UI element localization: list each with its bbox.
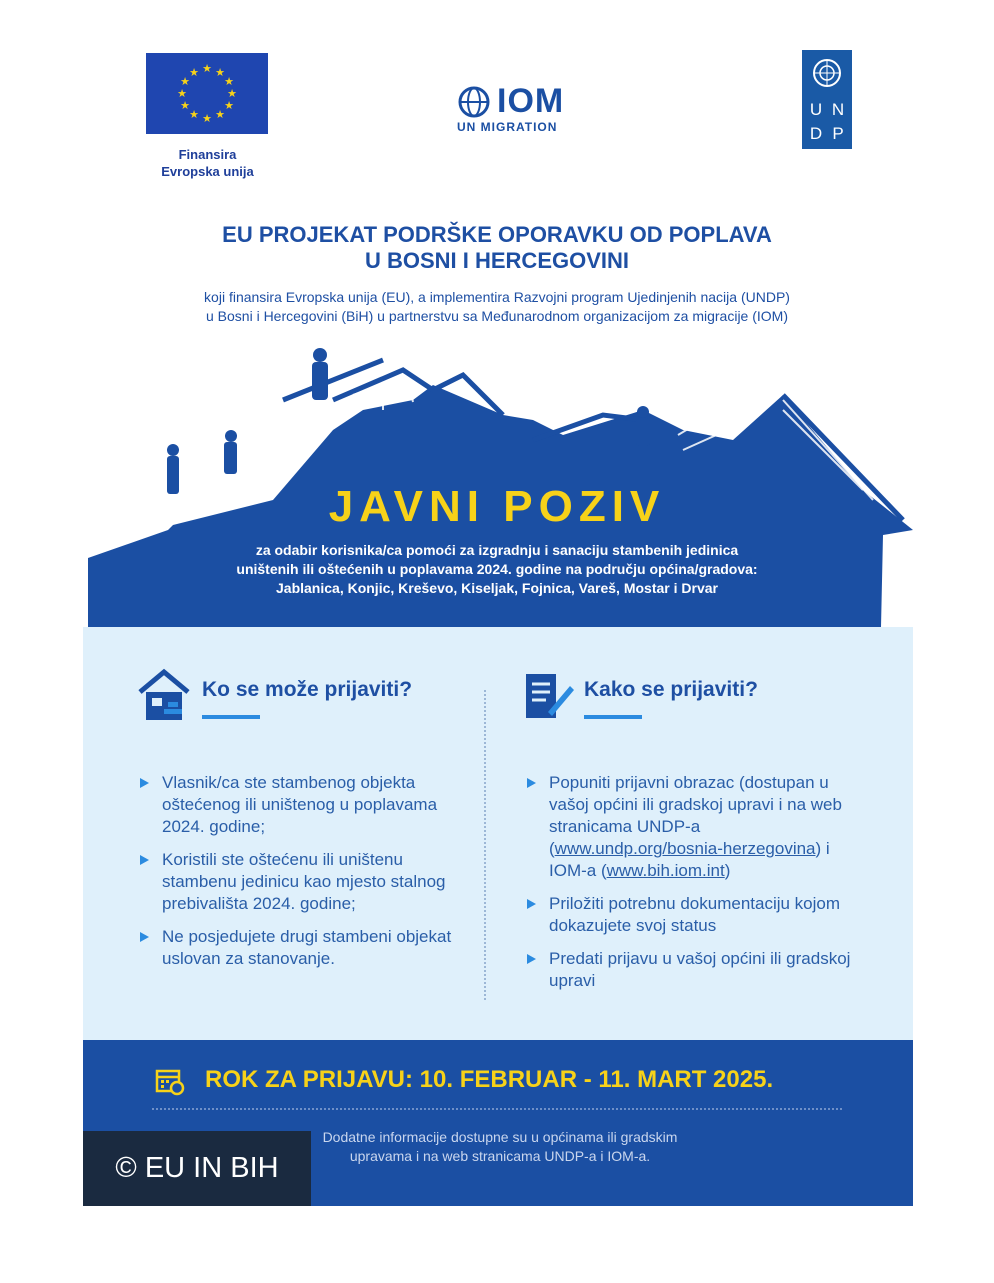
iom-logo-text: IOM bbox=[497, 82, 565, 120]
deadline-text: ROK ZA PRIJAVU: 10. FEBRUAR - 11. MART 2025. bbox=[205, 1066, 774, 1093]
eu-stars-icon bbox=[146, 53, 268, 134]
undp-logo bbox=[802, 50, 852, 149]
eu-caption-line-1: Finansira bbox=[178, 147, 237, 162]
hero-line-3: Jablanica, Konjic, Kreševo, Kiseljak, Fojnica, Vareš, Mostar i Drvar bbox=[276, 580, 718, 596]
info-line-1: Dodatne informacije dostupne su u općinama ili gradskim bbox=[322, 1129, 678, 1145]
svg-text:★: ★ bbox=[227, 87, 237, 100]
svg-text:★: ★ bbox=[202, 62, 212, 75]
un-emblem-icon bbox=[810, 56, 844, 90]
list-item: Ne posjedujete drugi stambeni objekat uslovan za stanovanje. bbox=[138, 926, 468, 970]
list-item: Vlasnik/ca ste stambenog objekta oštećenog ili uništenog u poplavama 2024. godine; bbox=[138, 772, 468, 838]
form-pen-icon bbox=[524, 668, 576, 722]
list-item bbox=[525, 772, 870, 882]
svg-text:★: ★ bbox=[189, 108, 199, 121]
page-title bbox=[150, 222, 844, 274]
info-line-2: upravama i na web stranicama UNDP-a i IOM-a. bbox=[349, 1148, 651, 1164]
iom-globe-icon bbox=[457, 86, 495, 118]
subtitle-line-2: u Bosni i Hercegovini (BiH) u partnerstvu sa Međunarodnom organizacijom za migracije (IOM) bbox=[205, 308, 788, 324]
undp-link[interactable]: www.undp.org/bosnia-herzegovina bbox=[554, 839, 816, 858]
page-subtitle bbox=[110, 288, 884, 326]
eu-caption-line-2: Evropska unija bbox=[161, 164, 254, 179]
title-line-1: EU PROJEKAT PODRŠKE OPORAVKU OD POPLAVA bbox=[222, 222, 772, 247]
iom-logo-subtext: UN MIGRATION bbox=[457, 120, 558, 134]
undp-letter-u: U bbox=[809, 100, 823, 119]
step-1-mid: ) i IOM-a ( bbox=[549, 839, 830, 880]
svg-text:★: ★ bbox=[177, 87, 187, 100]
undp-letter-n: N bbox=[831, 100, 845, 119]
eu-caption bbox=[130, 146, 285, 180]
title-line-2: U BOSNI I HERCEGOVINI bbox=[364, 248, 630, 273]
application-steps-list bbox=[525, 772, 870, 1003]
step-1-text: Popuniti prijavni obrazac (dostupan u vašoj općini ili gradskoj upravi i na web stranicama UNDP-a ( bbox=[549, 773, 842, 858]
svg-text:★: ★ bbox=[189, 66, 199, 79]
step-1-end: ) bbox=[724, 861, 731, 880]
list-item: Priložiti potrebnu dokumentaciju kojom dokazujete svoj status bbox=[525, 893, 870, 937]
right-title-underline bbox=[584, 715, 642, 719]
svg-text:★: ★ bbox=[224, 75, 234, 88]
list-item: Predati prijavu u vašoj općini ili gradskoj upravi bbox=[525, 948, 870, 992]
iom-link[interactable]: www.bih.iom.int bbox=[606, 861, 725, 880]
dotted-separator bbox=[152, 1108, 842, 1110]
svg-text:★: ★ bbox=[202, 112, 212, 125]
undp-letter-d: D bbox=[809, 124, 823, 143]
svg-text:★: ★ bbox=[224, 99, 234, 112]
svg-text:★: ★ bbox=[215, 108, 225, 121]
right-column-title: Kako se prijaviti? bbox=[584, 678, 758, 701]
svg-text:★: ★ bbox=[215, 66, 225, 79]
hero-headline: JAVNI POZIV bbox=[328, 482, 666, 531]
calendar-clock-icon bbox=[155, 1066, 185, 1096]
subtitle-line-1: koji finansira Evropska unija (EU), a implementira Razvojni program Ujedinjenih nacija (UNDP) bbox=[204, 289, 790, 305]
list-item: Koristili ste oštećenu ili uništenu stambenu jedinicu kao mjesto stalnog prebivališta 2024. godine; bbox=[138, 849, 468, 915]
additional-info bbox=[260, 1128, 740, 1166]
svg-text:★: ★ bbox=[180, 75, 190, 88]
left-column-title: Ko se može prijaviti? bbox=[202, 678, 413, 701]
undp-letter-p: P bbox=[832, 124, 844, 143]
eligibility-list bbox=[138, 772, 468, 981]
copyright-credit: © EU IN BIH bbox=[83, 1131, 311, 1206]
left-title-underline bbox=[202, 715, 260, 719]
eu-flag-logo bbox=[146, 53, 268, 134]
column-divider bbox=[484, 690, 486, 1000]
hero-line-1: za odabir korisnika/ca pomoći za izgradnju i sanaciju stambenih jedinica bbox=[255, 542, 739, 558]
hero-description bbox=[150, 541, 844, 598]
hero-line-2: uništenih ili oštećenih u poplavama 2024. godine na području općina/gradova: bbox=[236, 561, 758, 577]
svg-text:★: ★ bbox=[180, 99, 190, 112]
house-bricks-icon bbox=[138, 668, 190, 722]
